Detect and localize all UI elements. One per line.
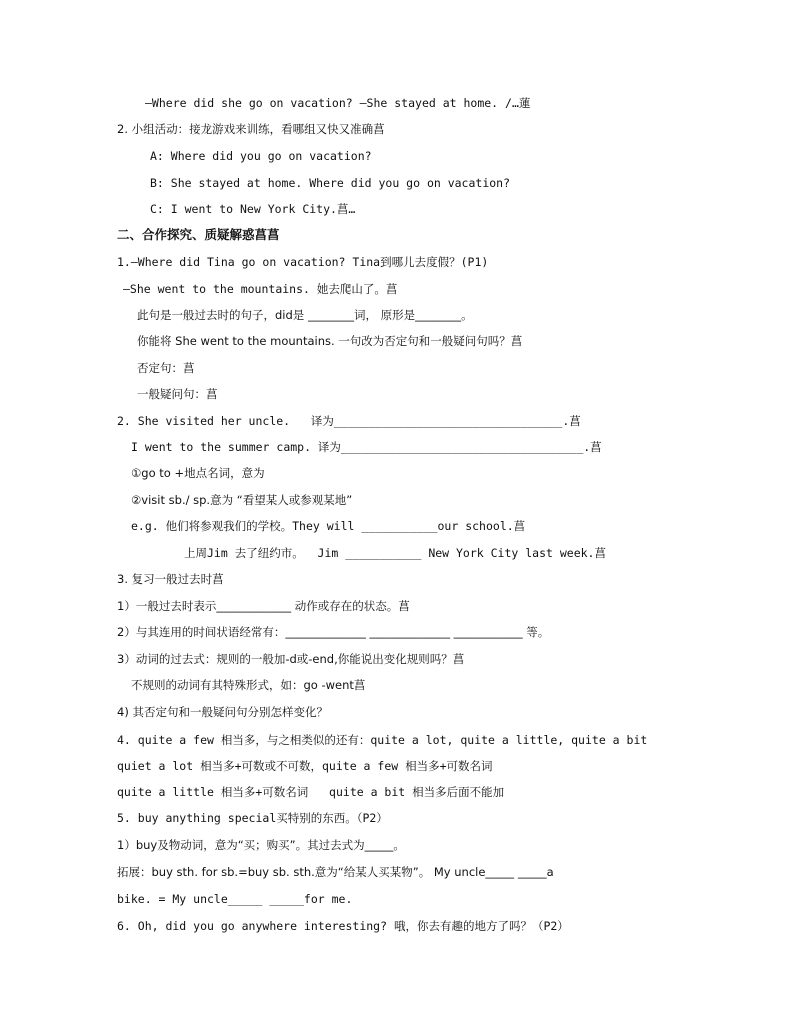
item-3-point-3: 3）动词的过去式：规则的一般加-d或-end,你能说出变化规则吗？菖 bbox=[117, 652, 465, 666]
item-2-example-1: e.g. 他们将参观我们的学校。They will ___________our school.菖 bbox=[131, 519, 526, 533]
section-heading: 二、合作探究、质疑解惑菖菖 bbox=[117, 227, 280, 242]
item-5-extension: 拓展：buy sth. for sb.=buy sb. sth.意为“给某人买某物”。 My uncle_____ _____a bbox=[117, 865, 554, 879]
dialogue-line-a: A: Where did you go on vacation? bbox=[150, 149, 372, 163]
item-1-negative-label: 否定句：菖 bbox=[137, 361, 195, 375]
item-1-question: 1.—Where did Tina go on vacation? Tina到哪儿去度假？(P1) bbox=[117, 255, 489, 269]
item-4-quite-a-little: quite a little 相当多+可数名词 quite a bit 相当多后面不能加 bbox=[117, 785, 505, 799]
dialogue-line-c: C: I went to New York City.菖… bbox=[150, 202, 356, 216]
item-4-quite-a-few: 4. quite a few 相当多，与之相类似的还有：quite a lot, quite a little, quite a bit bbox=[117, 733, 648, 747]
item-2-translate-2: I went to the summer camp. 译为___________________________________.菖 bbox=[131, 440, 602, 454]
item-2-note-visit: ②visit sb./ sp.意为 “看望某人或参观某地” bbox=[131, 493, 353, 507]
dialogue-line-b: B: She stayed at home. Where did you go on vacation? bbox=[150, 176, 511, 190]
item-5-heading: 5. buy anything special买特别的东西。（P2） bbox=[117, 811, 388, 825]
item-3-point-2: 2）与其连用的时间状语经常有：______________ ______________ ____________ 等。 bbox=[117, 625, 550, 639]
item-1-tense-prompt: 此句是一般过去时的句子，did是 ________词， 原形是________。 bbox=[137, 308, 473, 322]
item-3-irregular: 不规则的动词有其特殊形式，如：go -went菖 bbox=[131, 678, 366, 692]
item-3-heading: 3. 复习一般过去时菖 bbox=[117, 572, 224, 586]
item-1-question-label: 一般疑问句：菖 bbox=[137, 387, 218, 401]
item-1-transform-prompt: 你能将 She went to the mountains. 一句改为否定句和一般疑问句吗？菖 bbox=[137, 334, 523, 348]
item-3-point-4: 4) 其否定句和一般疑问句分别怎样变化？ bbox=[117, 705, 328, 719]
item-2-note-go-to: ①go to +地点名词，意为 bbox=[131, 466, 265, 480]
item-2-example-2: 上周Jim 去了纽约市。 Jim ___________ New York City last week.菖 bbox=[184, 546, 606, 560]
item-2-translate-1: 2. She visited her uncle. 译为_________________________________.菖 bbox=[117, 414, 581, 428]
item-1-answer: —She went to the mountains. 她去爬山了。菖 bbox=[123, 282, 398, 296]
dialogue-example-line: —Where did she go on vacation? —She stayed at home. /…蓮 bbox=[145, 96, 531, 110]
item-4-quite-a-lot: quiet a lot 相当多+可数或不可数，quite a few 相当多+可数名词 bbox=[117, 759, 493, 773]
group-activity-heading: 2. 小组活动：接龙游戏来训练，看哪组又快又准确菖 bbox=[117, 122, 385, 136]
item-3-point-1: 1）一般过去时表示_____________ 动作或存在的状态。菖 bbox=[117, 599, 410, 613]
item-5-extension-cont: bike. = My uncle_____ _____for me. bbox=[117, 892, 353, 906]
item-6-heading: 6. Oh, did you go anywhere interesting? 哦，你去有趣的地方了吗？（P2） bbox=[117, 919, 569, 933]
item-5-point-1: 1）buy及物动词，意为“买；购买”。其过去式为_____。 bbox=[117, 838, 405, 852]
